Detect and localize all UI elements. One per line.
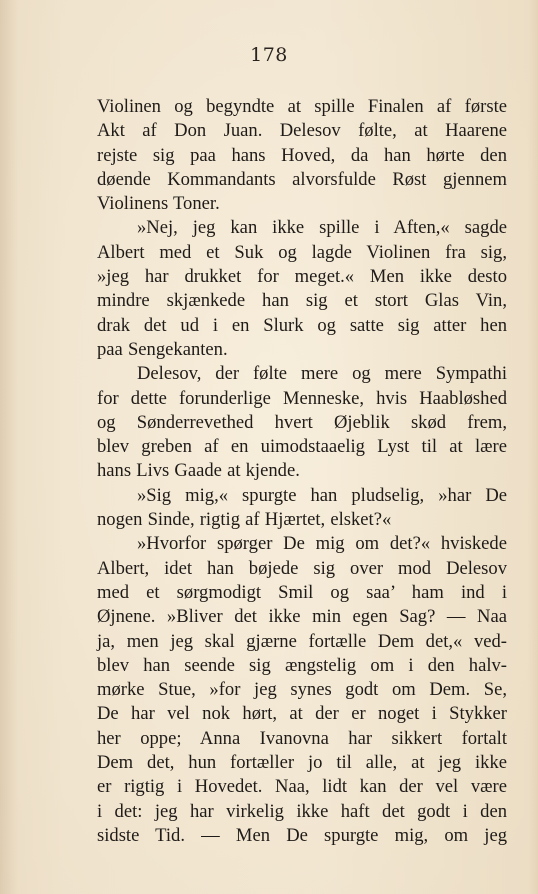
text-line: er rigtig i Hovedet. Naa, lidt kan der vel være [97, 776, 507, 798]
text-line: mørke Stue, »for jeg synes godt om Dem. Se, [97, 679, 507, 701]
text-line: blev han seende sig ængstelig om i den halv- [97, 654, 507, 676]
text-line: sidste Tid. — Men De spurgte mig, om jeg [97, 824, 507, 846]
text-line: Violinen og begyndte at spille Finalen af første [97, 96, 507, 117]
text-line: »Nej, jeg kan ikke spille i Aften,« sagde [137, 217, 507, 239]
text-line: ja, men jeg skal gjærne fortælle Dem det,« ved- [97, 630, 507, 652]
text-line: døende Kommandants alvorsfulde Røst gjennem [97, 168, 507, 190]
text-line: Delesov, der følte mere og mere Sympathi [137, 363, 507, 385]
text-line: hans Livs Gaade at kjende. [97, 460, 300, 482]
text-line: blev greben af en uimodstaaelig Lyst til at lære [97, 436, 507, 458]
text-line: Albert med et Suk og lagde Violinen fra sig, [97, 241, 507, 263]
text-line: her oppe; Anna Ivanovna har sikkert fortalt [97, 727, 507, 749]
text-line: paa Sengekanten. [97, 338, 228, 360]
page-body-text [97, 95, 507, 848]
text-line: rejste sig paa hans Hoved, da han hørte den [97, 144, 507, 166]
text-line: »Sig mig,« spurgte han pludselig, »har De [137, 484, 507, 506]
text-line: for dette forunderlige Menneske, hvis Haabløshed [97, 387, 507, 409]
text-line: De har vel nok hørt, at der er noget i Stykker [97, 703, 507, 725]
text-line: og Sønderrevethed hvert Øjeblik skød frem, [97, 411, 507, 433]
text-line: drak det ud i en Slurk og satte sig atter hen [97, 314, 507, 336]
text-line: Øjnene. »Bliver det ikke min egen Sag? — Naa [97, 606, 507, 628]
text-line: nogen Sinde, rigtig af Hjærtet, elsket?« [97, 509, 392, 531]
text-line: Dem det, hun fortæller jo til alle, at jeg ikke [97, 752, 507, 774]
text-line: Violinens Toner. [97, 193, 220, 215]
text-line: mindre skjænkede han sig et stort Glas Vin, [97, 290, 507, 312]
text-line: Albert, idet han bøjede sig over mod Delesov [97, 557, 507, 579]
text-line: »Hvorfor spørger De mig om det?« hviskede [137, 533, 507, 555]
text-line: i det: jeg har virkelig ikke haft det godt i den [97, 800, 507, 822]
text-line: med et sørgmodigt Smil og saa’ ham ind i [97, 581, 507, 603]
text-line: Akt af Don Juan. Delesov følte, at Haarene [97, 120, 507, 142]
page-number: 178 [250, 44, 288, 66]
text-line: »jeg har drukket for meget.« Men ikke desto [97, 266, 507, 288]
